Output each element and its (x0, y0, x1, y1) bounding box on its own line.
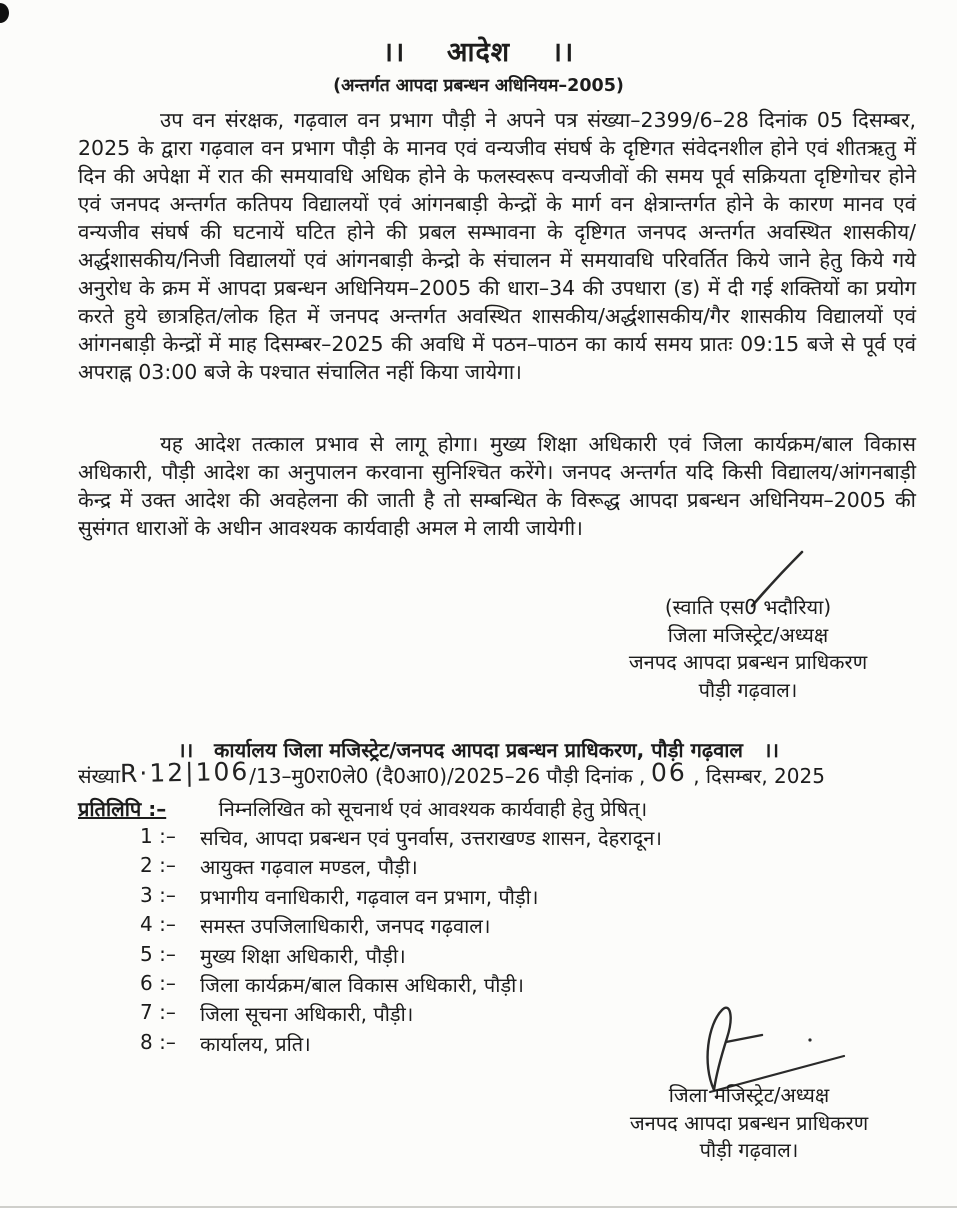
copy-recipient: मुख्य शिक्षा अधिकारी, पौड़ी। (200, 943, 406, 968)
signatory-designation: जिला मजिस्ट्रेट/अध्यक्ष (668, 1083, 830, 1107)
signatory-authority: जनपद आपदा प्रबन्धन प्राधिकरण (628, 650, 868, 674)
date-suffix: , दिसम्बर, 2025 (693, 764, 825, 788)
copy-row (140, 1030, 662, 1059)
signatory-block-bottom (596, 1082, 902, 1165)
number-mid: /13–मु0रा0ले0 (दै0आ0)/2025–26 पौड़ी दिनांक , (249, 764, 646, 788)
handwritten-date: 06 (651, 757, 688, 788)
copies-list (140, 824, 662, 1059)
copy-number: 4 :– (140, 912, 176, 937)
copy-recipient: जिला सूचना अधिकारी, पौड़ी। (200, 1002, 414, 1027)
copies-label: प्रतिलिपि :– (78, 797, 167, 821)
copy-row (140, 883, 662, 912)
office-header-line: ।। कार्यालय जिला मजिस्ट्रेट/जनपद आपदा प्रबन्धन प्राधिकरण, पौड़ी गढ़वाल ।। (178, 738, 779, 762)
copy-number: 1 :– (140, 824, 176, 848)
copy-recipient: जिला कार्यक्रम/बाल विकास अधिकारी, पौड़ी। (200, 972, 524, 997)
copy-recipient: आयुक्त गढ़वाल मण्डल, पौड़ी। (200, 855, 418, 880)
copy-row (140, 1000, 662, 1029)
copy-row (140, 912, 662, 941)
order-paragraph-1: उप वन संरक्षक, गढ़वाल वन प्रभाग पौड़ी ने अपने पत्र संख्या–2399/6–28 दिनांक 05 दिसम्बर, 2025 के द्वारा गढ़वाल वन प्रभाग पौड़ी के मानव एवं वन्यजीव संघर्ष के दृष्टिगत संवेदनशील होने एवं शीतऋतु में दिन की अपेक्षा में रात की समयावधि अधिक होने के फलस्वरूप वन्यजीवों की समय पूर्व सक्रियता दृष्टिगोचर होने एवं जनपद अन्तर्गत कतिपय विद्यालयों एवं आंगनबाड़ी केन्द्रों के मार्ग वन क्षेत्रान्तर्गत होने के कारण मानव एवं वन्यजीव संघर्ष की घटनायें घटित होने की प्रबल सम्भावना के दृष्टिगत जनपद अन्तर्गत अवस्थित शासकीय/अर्द्धशासकीय/निजी विद्यालयों एवं आंगनबाड़ी केन्द्रो के संचालन में समयावधि परिवर्तित किये जाने हेतु किये गये अनुरोध के क्रम में आपदा प्रबन्धन अधिनियम–2005 की धारा–34 की उपधारा (ड) में दी गई शक्तियों का प्रयोग करते हुये छात्रहित/लोक हित में जनपद अन्तर्गत अवस्थित शासकीय/अर्द्धशासकीय/गैर शासकीय विद्यालयों एवं आंगनबाड़ी केन्द्रों में माह दिसम्बर–2025 की अवधि में पठन–पाठन का कार्य समय प्रातः 09:15 बजे से पूर्व एवं अपराह्न 03:00 बजे के पश्चात संचालित नहीं किया जायेगा। (78, 108, 916, 384)
copy-number: 5 :– (140, 941, 176, 966)
copy-row (140, 824, 662, 853)
copy-row (140, 853, 662, 882)
copy-row (140, 942, 662, 971)
signatory-authority: जनपद आपदा प्रबन्धन प्राधिकरण (629, 1110, 869, 1135)
copies-intro-text: निम्नलिखित को सूचनार्थ एवं आवश्यक कार्यवाही हेतु प्रेषित्। (218, 797, 648, 821)
signatory-block-top (592, 594, 904, 704)
number-prefix: संख्या (78, 764, 120, 788)
copy-number: 3 :– (140, 882, 176, 907)
copy-recipient: कार्यालय, प्रति। (200, 1031, 311, 1056)
copy-number: 6 :– (140, 970, 176, 995)
copy-recipient: समस्त उपजिलाधिकारी, जनपद गढ़वाल। (200, 914, 491, 939)
document-subtitle: (अन्तर्गत आपदा प्रबन्धन अधिनियम–2005) (333, 76, 624, 96)
signatory-designation: जिला मजिस्ट्रेट/अध्यक्ष (667, 622, 829, 647)
copy-recipient: सचिव, आपदा प्रबन्धन एवं पुनर्वास, उत्तराखण्ड शासन, देहरादून। (200, 826, 662, 850)
copy-number: 7 :– (140, 1000, 176, 1025)
copy-number: 2 :– (140, 853, 176, 878)
copy-number: 8 :– (140, 1029, 176, 1054)
scan-artifact-mark (0, 3, 9, 23)
signatory-place: पौड़ी गढ़वाल। (698, 677, 798, 702)
copies-intro-line (78, 795, 647, 822)
copy-recipient: प्रभागीय वनाधिकारी, गढ़वाल वन प्रभाग, पौड़ी। (200, 884, 539, 909)
letter-number-line (78, 756, 938, 789)
handwritten-letter-number: R·12|106 (119, 756, 250, 789)
signatory-name: (स्वाति एस0 भदौरिया) (664, 595, 832, 619)
document-title: ।। आदेश ।। (382, 37, 575, 68)
order-paragraph-2: यह आदेश तत्काल प्रभाव से लागू होगा। मुख्य शिक्षा अधिकारी एवं जिला कार्यक्रम/बाल विकास अधिकारी, पौड़ी आदेश का अनुपालन करवाना सुनिश्चित करेंगे। जनपद अन्तर्गत यदि किसी विद्यालय/आंगनबाड़ी केन्द्र में उक्त आदेश की अवहेलना की जाती है तो सम्बन्धित के विरूद्ध आपदा प्रबन्धन अधिनियम–2005 की सुसंगत धाराओं के अधीन आवश्यक कार्यवाही अमल मे लायी जायेगी। (78, 432, 916, 540)
document-header (0, 32, 957, 97)
copy-row (140, 971, 662, 1000)
signatory-place: पौड़ी गढ़वाल। (699, 1138, 799, 1162)
